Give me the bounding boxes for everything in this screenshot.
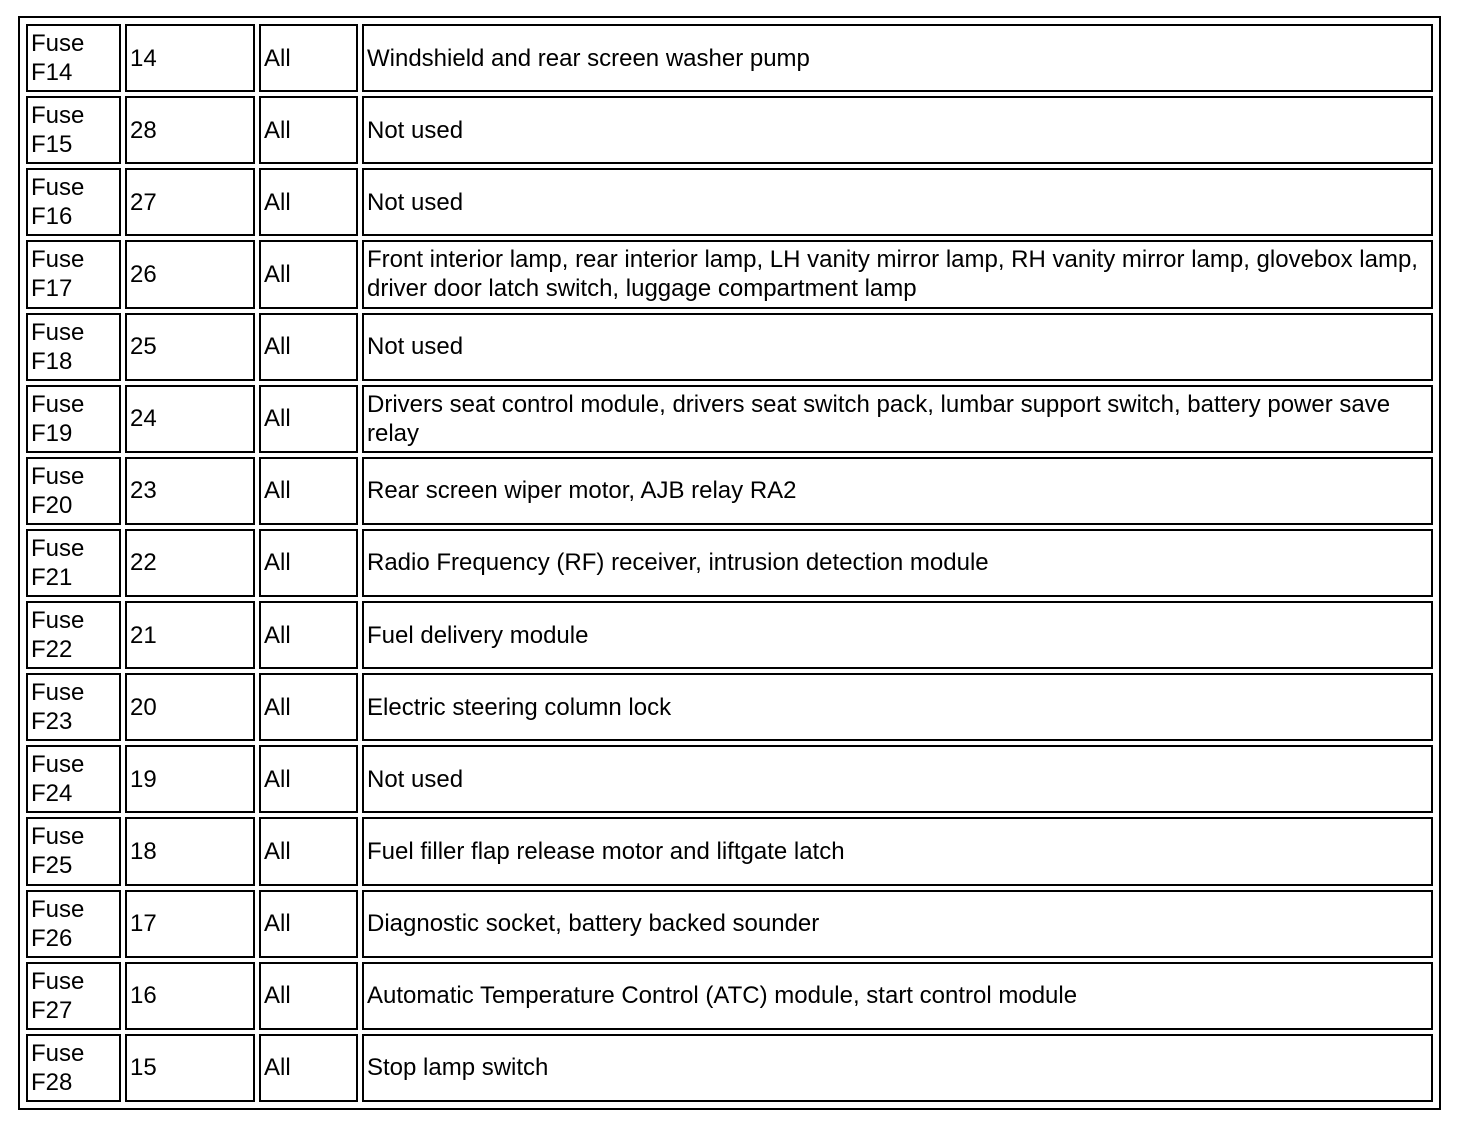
description-cell: Front interior lamp, rear interior lamp, LH vanity mirror lamp, RH vanity mirror lamp, glovebox lamp, driver door latch switch, luggage compartment lamp bbox=[362, 240, 1433, 308]
variant-cell: All bbox=[259, 313, 358, 381]
table-row bbox=[26, 962, 1433, 1030]
fuse-id: F24 bbox=[31, 780, 73, 808]
fuse-id: F26 bbox=[31, 924, 73, 952]
fuse-cell bbox=[26, 529, 121, 597]
fuse-number-cell: 16 bbox=[125, 962, 255, 1030]
fuse-cell bbox=[26, 817, 121, 885]
fuse-number-cell: 26 bbox=[125, 240, 255, 308]
fuse-number-cell: 22 bbox=[125, 529, 255, 597]
fuse-label: Fuse bbox=[31, 1039, 85, 1067]
fuse-label: Fuse bbox=[31, 895, 85, 923]
table-row bbox=[26, 529, 1433, 597]
fuse-id: F20 bbox=[31, 491, 73, 519]
description-cell: Stop lamp switch bbox=[362, 1034, 1433, 1102]
fuse-id: F23 bbox=[31, 708, 73, 736]
fuse-cell bbox=[26, 313, 121, 381]
fuse-label: Fuse bbox=[31, 30, 85, 58]
fuse-label: Fuse bbox=[31, 246, 85, 274]
variant-cell: All bbox=[259, 962, 358, 1030]
fuse-number-cell: 25 bbox=[125, 313, 255, 381]
fuse-table-frame bbox=[18, 16, 1441, 1110]
description-cell: Windshield and rear screen washer pump bbox=[362, 24, 1433, 92]
fuse-number-cell: 21 bbox=[125, 601, 255, 669]
fuse-cell bbox=[26, 24, 121, 92]
fuse-number-cell: 15 bbox=[125, 1034, 255, 1102]
variant-cell: All bbox=[259, 673, 358, 741]
fuse-label: Fuse bbox=[31, 534, 85, 562]
table-row bbox=[26, 24, 1433, 92]
table-row bbox=[26, 890, 1433, 958]
variant-cell: All bbox=[259, 168, 358, 236]
fuse-number-cell: 19 bbox=[125, 745, 255, 813]
description-cell: Radio Frequency (RF) receiver, intrusion detection module bbox=[362, 529, 1433, 597]
fuse-cell bbox=[26, 673, 121, 741]
fuse-label: Fuse bbox=[31, 462, 85, 490]
fuse-cell bbox=[26, 962, 121, 1030]
table-row bbox=[26, 601, 1433, 669]
description-cell: Not used bbox=[362, 745, 1433, 813]
table-row bbox=[26, 817, 1433, 885]
table-row bbox=[26, 673, 1433, 741]
fuse-label: Fuse bbox=[31, 174, 85, 202]
fuse-number-cell: 14 bbox=[125, 24, 255, 92]
fuse-label: Fuse bbox=[31, 823, 85, 851]
variant-cell: All bbox=[259, 24, 358, 92]
fuse-cell bbox=[26, 745, 121, 813]
fuse-id: F15 bbox=[31, 131, 73, 159]
fuse-id: F17 bbox=[31, 275, 73, 303]
fuse-label: Fuse bbox=[31, 967, 85, 995]
fuse-label: Fuse bbox=[31, 607, 85, 635]
table-row bbox=[26, 385, 1433, 453]
fuse-cell bbox=[26, 385, 121, 453]
fuse-number-cell: 24 bbox=[125, 385, 255, 453]
fuse-number-cell: 17 bbox=[125, 890, 255, 958]
fuse-number-cell: 18 bbox=[125, 817, 255, 885]
fuse-id: F25 bbox=[31, 852, 73, 880]
fuse-id: F18 bbox=[31, 347, 73, 375]
fuse-id: F21 bbox=[31, 563, 73, 591]
variant-cell: All bbox=[259, 240, 358, 308]
fuse-label: Fuse bbox=[31, 390, 85, 418]
fuse-label: Fuse bbox=[31, 679, 85, 707]
table-row bbox=[26, 96, 1433, 164]
description-cell: Not used bbox=[362, 96, 1433, 164]
description-cell: Diagnostic socket, battery backed sounder bbox=[362, 890, 1433, 958]
fuse-cell bbox=[26, 457, 121, 525]
fuse-id: F19 bbox=[31, 419, 73, 447]
fuse-cell bbox=[26, 601, 121, 669]
description-cell: Electric steering column lock bbox=[362, 673, 1433, 741]
fuse-number-cell: 23 bbox=[125, 457, 255, 525]
fuse-table bbox=[22, 20, 1437, 1106]
variant-cell: All bbox=[259, 96, 358, 164]
table-row bbox=[26, 168, 1433, 236]
table-row bbox=[26, 1034, 1433, 1102]
description-cell: Drivers seat control module, drivers seat switch pack, lumbar support switch, battery power save relay bbox=[362, 385, 1433, 453]
fuse-id: F28 bbox=[31, 1068, 73, 1096]
variant-cell: All bbox=[259, 457, 358, 525]
description-cell: Not used bbox=[362, 168, 1433, 236]
variant-cell: All bbox=[259, 817, 358, 885]
fuse-label: Fuse bbox=[31, 318, 85, 346]
table-row bbox=[26, 240, 1433, 308]
description-cell: Fuel delivery module bbox=[362, 601, 1433, 669]
table-row bbox=[26, 313, 1433, 381]
fuse-id: F16 bbox=[31, 203, 73, 231]
fuse-table-body bbox=[26, 24, 1433, 1102]
fuse-cell bbox=[26, 890, 121, 958]
description-cell: Automatic Temperature Control (ATC) module, start control module bbox=[362, 962, 1433, 1030]
fuse-label: Fuse bbox=[31, 102, 85, 130]
fuse-cell bbox=[26, 240, 121, 308]
table-row bbox=[26, 457, 1433, 525]
variant-cell: All bbox=[259, 1034, 358, 1102]
fuse-cell bbox=[26, 96, 121, 164]
fuse-number-cell: 20 bbox=[125, 673, 255, 741]
variant-cell: All bbox=[259, 745, 358, 813]
variant-cell: All bbox=[259, 385, 358, 453]
table-row bbox=[26, 745, 1433, 813]
fuse-number-cell: 28 bbox=[125, 96, 255, 164]
fuse-id: F27 bbox=[31, 996, 73, 1024]
variant-cell: All bbox=[259, 529, 358, 597]
variant-cell: All bbox=[259, 601, 358, 669]
description-cell: Rear screen wiper motor, AJB relay RA2 bbox=[362, 457, 1433, 525]
fuse-id: F14 bbox=[31, 59, 73, 87]
fuse-number-cell: 27 bbox=[125, 168, 255, 236]
fuse-cell bbox=[26, 1034, 121, 1102]
fuse-label: Fuse bbox=[31, 751, 85, 779]
description-cell: Fuel filler flap release motor and liftgate latch bbox=[362, 817, 1433, 885]
description-cell: Not used bbox=[362, 313, 1433, 381]
fuse-cell bbox=[26, 168, 121, 236]
fuse-id: F22 bbox=[31, 636, 73, 664]
variant-cell: All bbox=[259, 890, 358, 958]
